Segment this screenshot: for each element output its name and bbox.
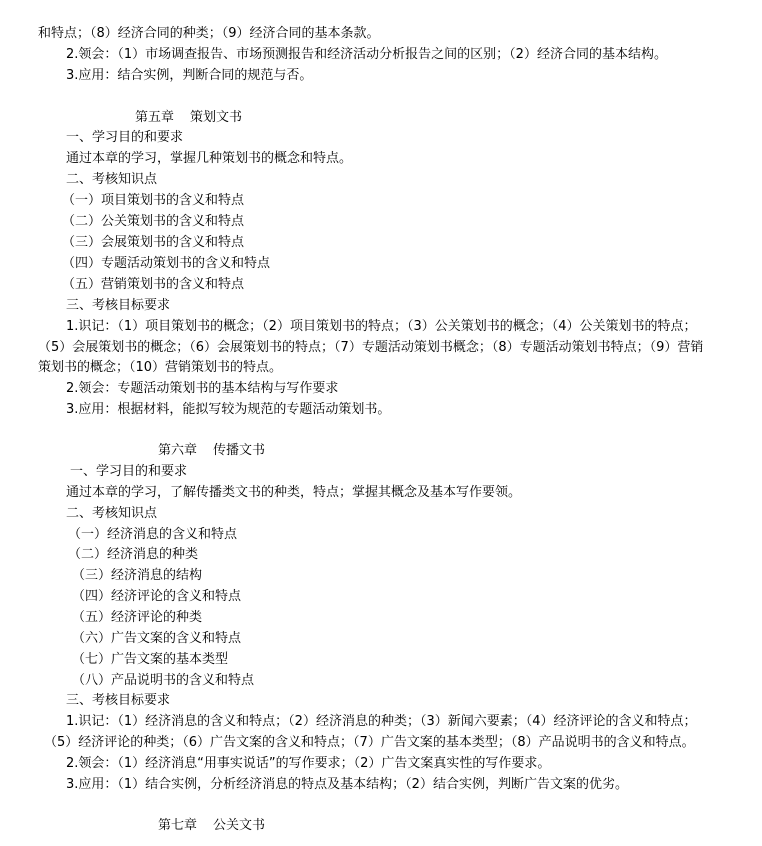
chapter6-title: 传播文书: [213, 443, 266, 458]
chapter6-section3-heading: 三、考核目标要求: [66, 693, 171, 708]
chapter5-number: 第五章: [135, 110, 175, 125]
chapter7-heading: [158, 818, 265, 834]
list-item: （八）产品说明书的含义和特点: [72, 673, 255, 688]
intro-comprehension: 2.领会：（1）市场调查报告、市场预测报告和经济活动分析报告之间的区别；（2）经济合同的基本结构。: [66, 47, 667, 62]
chapter5-section3-heading: 三、考核目标要求: [66, 298, 171, 313]
list-item: （四）经济评论的含义和特点: [72, 589, 242, 604]
list-item: （五）营销策划书的含义和特点: [62, 277, 245, 292]
chapter5-section1-text: 通过本章的学习，掌握几种策划书的概念和特点。: [66, 151, 353, 166]
chapter6-heading: [158, 443, 265, 459]
chapter5-section1-heading: 一、学习目的和要求: [66, 130, 184, 145]
chapter6-memory-line: （5）经济评论的种类；（6）广告文案的含义和特点；（7）广告文案的基本类型；（8）产品说明书的含义和特点。: [44, 735, 695, 750]
list-item: （一）项目策划书的含义和特点: [62, 193, 245, 208]
list-item: （六）广告文案的含义和特点: [72, 631, 242, 646]
chapter6-section1-heading: 一、学习目的和要求: [70, 464, 188, 479]
chapter5-title: 策划文书: [190, 110, 243, 125]
list-item: （三）会展策划书的含义和特点: [62, 235, 245, 250]
chapter5-memory-line: （5）会展策划书的概念；（6）会展策划书的特点；（7）专题活动策划书概念；（8）专题活动策划书特点；（9）营销: [38, 340, 704, 355]
intro-continuation: 和特点；（8）经济合同的种类；（9）经济合同的基本条款。: [38, 26, 380, 41]
intro-application: 3.应用：结合实例，判断合同的规范与否。: [66, 68, 313, 83]
chapter5-section2-heading: 二、考核知识点: [66, 172, 158, 187]
chapter5-memory-line: 1.识记：（1）项目策划书的概念；（2）项目策划书的特点；（3）公关策划书的概念；（4）公关策划书的特点；: [66, 319, 697, 334]
list-item: （七）广告文案的基本类型: [72, 652, 229, 667]
chapter5-comprehension: 2.领会：专题活动策划书的基本结构与写作要求: [66, 381, 339, 396]
list-item: （四）专题活动策划书的含义和特点: [62, 256, 271, 271]
chapter6-number: 第六章: [158, 443, 198, 458]
chapter5-memory-line: 策划书的概念；（10）营销策划书的特点。: [38, 360, 283, 375]
chapter6-comprehension: 2.领会：（1）经济消息“用事实说话”的写作要求；（2）广告文案真实性的写作要求。: [66, 756, 551, 771]
chapter6-section1-text: 通过本章的学习，了解传播类文书的种类，特点；掌握其概念及基本写作要领。: [66, 485, 522, 500]
chapter6-application: 3.应用：（1）结合实例，分析经济消息的特点及基本结构；（2）结合实例，判断广告文案的优劣。: [66, 777, 628, 792]
list-item: （三）经济消息的结构: [72, 568, 203, 583]
list-item: （一）经济消息的含义和特点: [68, 527, 238, 542]
chapter6-memory-line: 1.识记：（1）经济消息的含义和特点；（2）经济消息的种类；（3）新闻六要素；（4）经济评论的含义和特点；: [66, 714, 697, 729]
chapter7-title: 公关文书: [213, 818, 266, 833]
list-item: （五）经济评论的种类: [72, 610, 203, 625]
chapter5-heading: [135, 110, 242, 126]
list-item: （二）公关策划书的含义和特点: [62, 214, 245, 229]
list-item: （二）经济消息的种类: [68, 547, 199, 562]
chapter5-application: 3.应用：根据材料，能拟写较为规范的专题活动策划书。: [66, 402, 391, 417]
chapter6-section2-heading: 二、考核知识点: [66, 506, 158, 521]
chapter7-number: 第七章: [158, 818, 198, 833]
